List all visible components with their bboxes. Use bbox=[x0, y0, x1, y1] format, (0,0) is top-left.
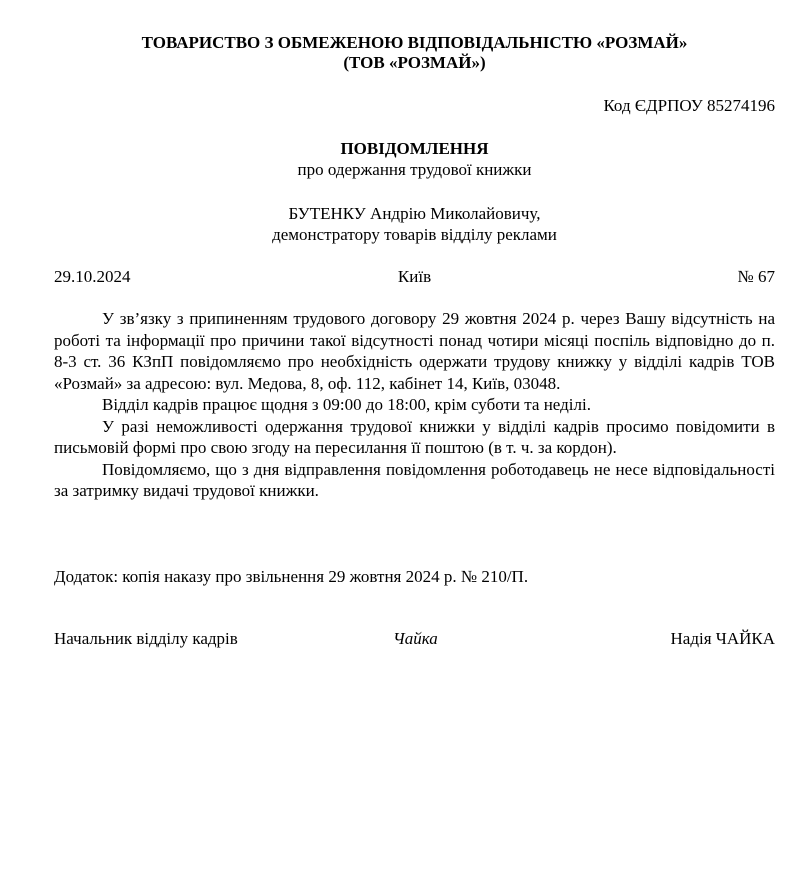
edrpou-code: Код ЄДРПОУ 85274196 bbox=[603, 96, 775, 115]
addressee-name: БУТЕНКУ Андрію Миколайовичу, bbox=[288, 204, 541, 223]
document-date: 29.10.2024 bbox=[54, 267, 131, 286]
company-header bbox=[54, 33, 775, 73]
document-city: Київ bbox=[397, 267, 432, 286]
document-page bbox=[54, 0, 775, 869]
document-body bbox=[54, 308, 775, 502]
attachment-note: Додаток: копія наказу про звільнення 29 жовтня 2024 р. № 210/П. bbox=[54, 567, 529, 586]
document-subtitle: про одержання трудової книжки bbox=[297, 160, 532, 179]
signatory-position: Начальник відділу кадрів bbox=[54, 629, 238, 648]
body-paragraph: Відділ кадрів працює щодня з 09:00 до 18:00, крім суботи та неділі. bbox=[102, 395, 591, 414]
addressee-position: демонстратору товарів відділу реклами bbox=[272, 225, 557, 244]
handwritten-signature: Чайка bbox=[393, 629, 438, 648]
document-title: ПОВІДОМЛЕННЯ bbox=[340, 139, 489, 158]
company-name: ТОВАРИСТВО З ОБМЕЖЕНОЮ ВІДПОВІДАЛЬНІСТЮ «РОЗМАЙ» bbox=[141, 33, 688, 52]
signature-row bbox=[54, 628, 775, 649]
document-meta-row bbox=[54, 266, 775, 287]
body-paragraph: Повідомляємо, що з дня відправлення повідомлення роботодавець не несе відповідальності за затримку видачі трудової книжки. bbox=[54, 459, 775, 500]
document-number: № 67 bbox=[737, 267, 775, 286]
company-short-name: (ТОВ «РОЗМАЙ») bbox=[343, 53, 486, 72]
signatory-name: Надія ЧАЙКА bbox=[670, 629, 775, 648]
body-paragraph: У зв’язку з припиненням трудового договору 29 жовтня 2024 р. через Вашу відсутність на роботі та інформації про причини такої відсутності понад чотири місяці поспіль відповідно до п. 8-3 ст. 36 КЗпП повідомляємо про необхідність одержати трудову книжку у відділі кадрів ТОВ «Розмай» за адресою: вул. Медова, 8, оф. 112, кабінет 14, Київ, 03048. bbox=[54, 309, 775, 393]
body-paragraph: У разі неможливості одержання трудової книжки у відділі кадрів просимо повідомити в письмовій формі про свою згоду на пересилання її поштою (в т. ч. за кордон). bbox=[54, 416, 775, 457]
addressee-block bbox=[54, 203, 775, 245]
